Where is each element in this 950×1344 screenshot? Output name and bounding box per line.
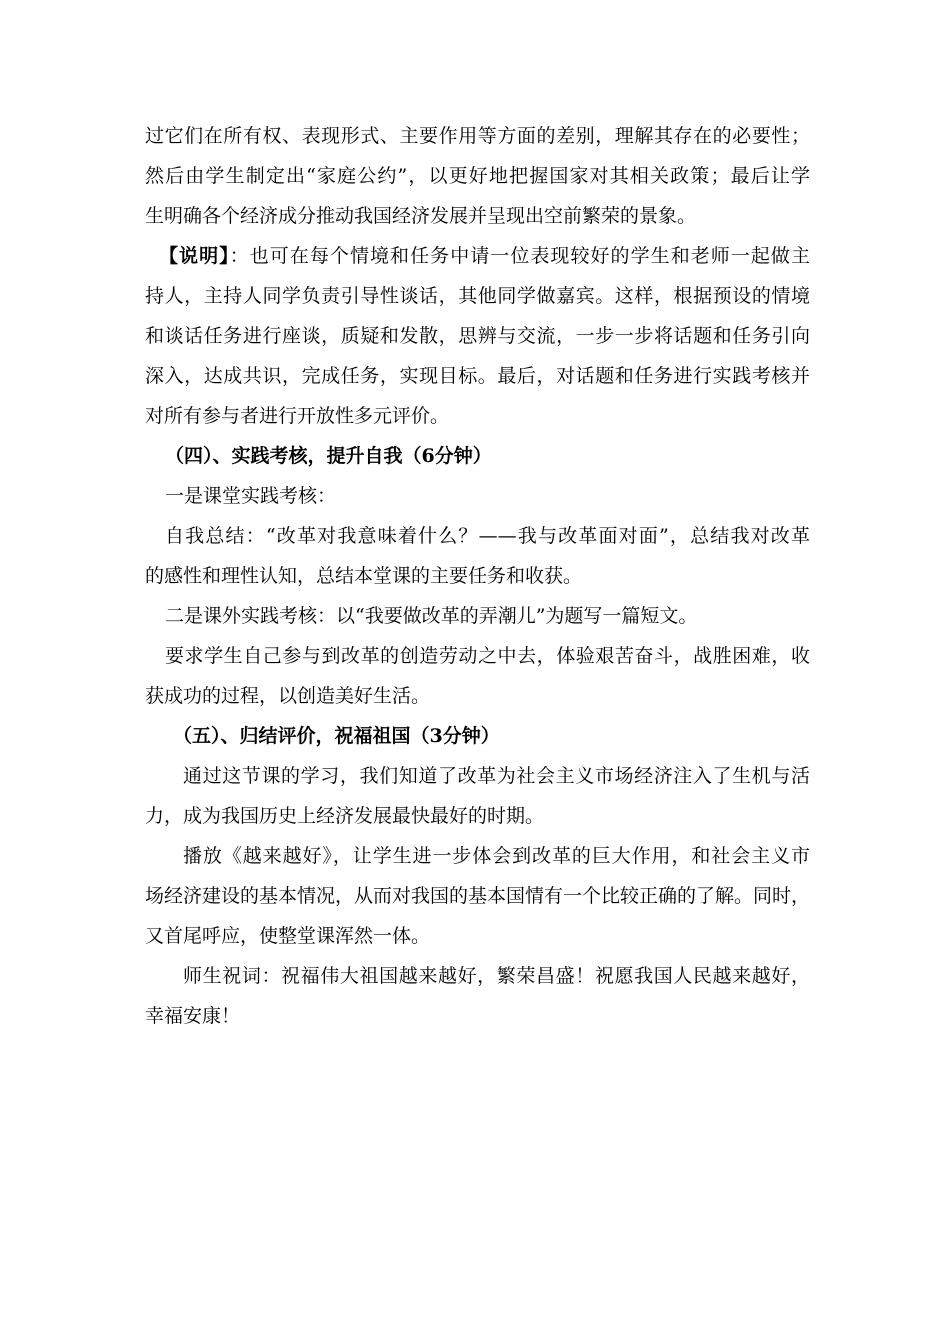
note-first-line-text: ：也可在每个情境和任务中请一位表现较好的学生和老师一起做主 <box>229 245 810 267</box>
section-heading-5: （五）、归结评价，祝福祖国（3分钟） <box>173 725 500 747</box>
paragraph-line: 对所有参与者进行开放性多元评价。 <box>145 405 450 427</box>
document-body <box>145 120 810 1040</box>
paragraph-line: 生明确各个经济成分推动我国经济发展并呈现出空前繁荣的景象。 <box>145 205 697 227</box>
section-heading-4: （四）、实践考核，提升自我（6分钟） <box>165 445 492 467</box>
paragraph-line: 持人，主持人同学负责引导性谈话，其他同学做嘉宾。这样，根据预设的情境 <box>145 285 810 307</box>
paragraph-line: 又首尾呼应，使整堂课浑然一体。 <box>145 925 431 947</box>
paragraph-line: 通过这节课的学习，我们知道了改革为社会主义市场经济注入了生机与活 <box>183 765 810 787</box>
paragraph-line: 过它们在所有权、表现形式、主要作用等方面的差别，理解其存在的必要性； <box>145 125 810 147</box>
paragraph-line: 和谈话任务进行座谈，质疑和发散，思辨与交流，一步一步将话题和任务引向 <box>145 325 810 347</box>
paragraph-line: 师生祝词：祝福伟大祖国越来越好，繁荣昌盛！祝愿我国人民越来越好， <box>183 965 810 987</box>
paragraph-line: 自我总结：“改革对我意味着什么？——我与改革面对面”，总结我对改革 <box>165 525 810 547</box>
note-first-line <box>145 240 810 280</box>
paragraph-line: 场经济建设的基本情况，从而对我国的基本国情有一个比较正确的了解。同时， <box>145 885 810 907</box>
paragraph-line: 一是课堂实践考核： <box>165 485 337 507</box>
paragraph-line: 获成功的过程，以创造美好生活。 <box>145 685 431 707</box>
note-label: 【说明】 <box>159 245 230 267</box>
paragraph-line: 要求学生自己参与到改革的创造劳动之中去，体验艰苦奋斗，战胜困难，收 <box>165 645 810 667</box>
paragraph-line: 的感性和理性认知，总结本堂课的主要任务和收获。 <box>145 565 583 587</box>
paragraph-line: 播放《越来越好》，让学生进一步体会到改革的巨大作用，和社会主义市 <box>183 845 810 867</box>
paragraph-line: 幸福安康！ <box>145 1005 241 1027</box>
paragraph-line: 二是课外实践考核：以“我要做改革的弄潮儿”为题写一篇短文。 <box>165 605 698 627</box>
paragraph-line: 然后由学生制定出“家庭公约”，以更好地把握国家对其相关政策；最后让学 <box>145 165 810 187</box>
paragraph-line: 深入，达成共识，完成任务，实现目标。最后，对话题和任务进行实践考核并 <box>145 365 810 387</box>
paragraph-line: 力，成为我国历史上经济发展最快最好的时期。 <box>145 805 545 827</box>
